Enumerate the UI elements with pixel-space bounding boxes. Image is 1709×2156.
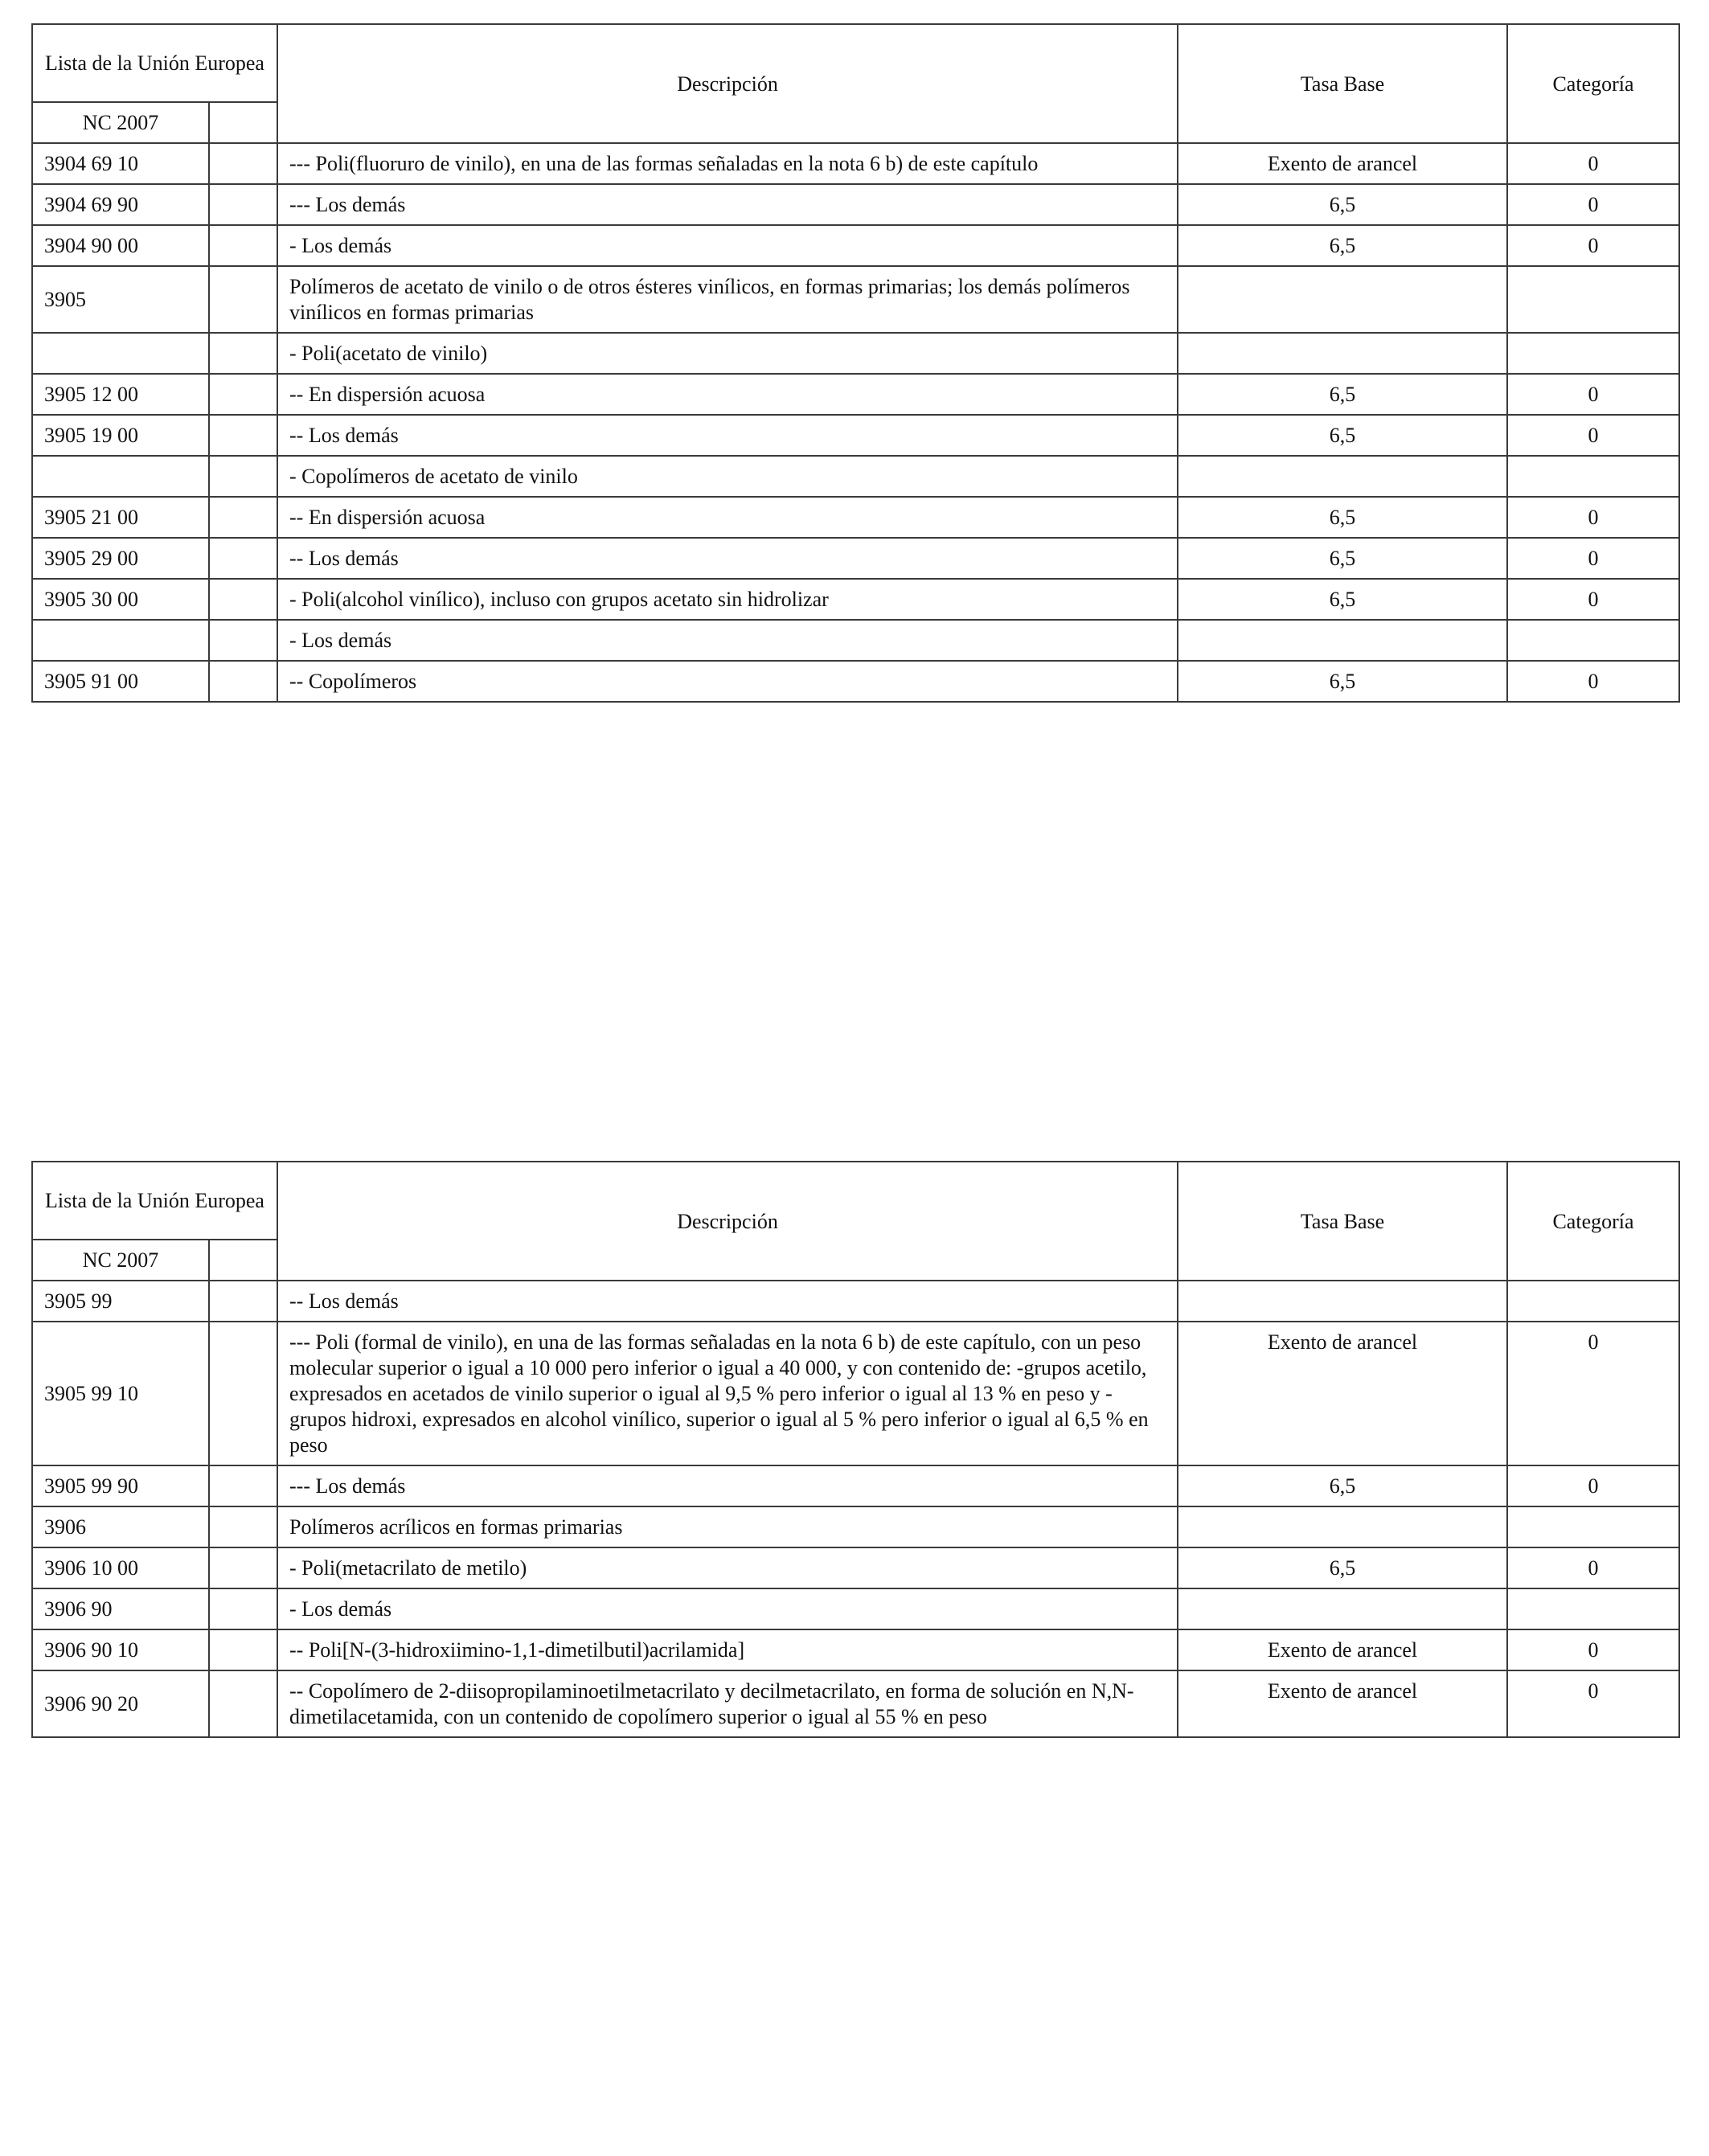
rate-cell: 6,5	[1178, 1465, 1507, 1506]
header-list-ue: Lista de la Unión Europea	[32, 24, 277, 102]
category-cell: 0	[1507, 1670, 1679, 1737]
description-cell: Polímeros de acetato de vinilo o de otros ésteres vinílicos, en formas primarias; los demás polímeros vinílicos en formas primarias	[277, 266, 1178, 333]
category-cell	[1507, 1588, 1679, 1629]
description-cell: --- Poli (formal de vinilo), en una de las formas señaladas en la nota 6 b) de este capítulo, con un peso molecular superior o igual a 10 000 pero inferior o igual a 40 000, y con contenido de: -grupos acetilo, expresados en acetados de vinilo superior o igual al 9,5 % pero inferior o igual al 13 % en peso y -grupos hidroxi, expresados en alcohol vinílico, superior o igual al 5 % pero inferior o igual al 6,5 % en peso	[277, 1322, 1178, 1465]
rate-cell: Exento de arancel	[1178, 143, 1507, 184]
description-cell: --- Los demás	[277, 184, 1178, 225]
blank-cell	[209, 1506, 277, 1547]
category-cell: 0	[1507, 1465, 1679, 1506]
blank-cell	[209, 1322, 277, 1465]
table-row	[32, 1588, 1679, 1629]
code-cell: 3906 90	[32, 1588, 209, 1629]
category-cell: 0	[1507, 143, 1679, 184]
header-tasa-base: Tasa Base	[1178, 24, 1507, 143]
code-cell: 3906 90 10	[32, 1629, 209, 1670]
table-row	[32, 1547, 1679, 1588]
blank-cell	[209, 1588, 277, 1629]
blank-cell	[209, 1281, 277, 1322]
blank-cell	[209, 1465, 277, 1506]
category-cell: 0	[1507, 415, 1679, 456]
header-row	[32, 24, 1679, 102]
rate-cell	[1178, 456, 1507, 497]
table-row	[32, 1322, 1679, 1465]
rate-cell: 6,5	[1178, 661, 1507, 702]
rate-cell	[1178, 1506, 1507, 1547]
table-row	[32, 497, 1679, 538]
rate-cell: 6,5	[1178, 579, 1507, 620]
category-cell: 0	[1507, 579, 1679, 620]
blank-cell	[209, 266, 277, 333]
description-cell: Polímeros acrílicos en formas primarias	[277, 1506, 1178, 1547]
blank-cell	[209, 1629, 277, 1670]
table-row	[32, 333, 1679, 374]
category-cell	[1507, 333, 1679, 374]
tariff-table-1	[31, 23, 1680, 703]
rate-cell	[1178, 620, 1507, 661]
code-cell: 3904 69 90	[32, 184, 209, 225]
category-cell: 0	[1507, 538, 1679, 579]
description-cell: -- En dispersión acuosa	[277, 497, 1178, 538]
rate-cell	[1178, 333, 1507, 374]
header-row	[32, 1162, 1679, 1240]
description-cell: - Los demás	[277, 1588, 1178, 1629]
code-cell	[32, 456, 209, 497]
category-cell	[1507, 1506, 1679, 1547]
table-row	[32, 661, 1679, 702]
category-cell	[1507, 266, 1679, 333]
header-nc-2007: NC 2007	[32, 102, 209, 143]
blank-cell	[209, 415, 277, 456]
rate-cell	[1178, 1281, 1507, 1322]
blank-cell	[209, 497, 277, 538]
header-blank-cell	[209, 1240, 277, 1281]
table-row	[32, 538, 1679, 579]
description-cell: -- En dispersión acuosa	[277, 374, 1178, 415]
header-categoria: Categoría	[1507, 24, 1679, 143]
rate-cell: 6,5	[1178, 415, 1507, 456]
rate-cell: 6,5	[1178, 184, 1507, 225]
header-blank-cell	[209, 102, 277, 143]
blank-cell	[209, 184, 277, 225]
table-row	[32, 225, 1679, 266]
blank-cell	[209, 374, 277, 415]
category-cell	[1507, 456, 1679, 497]
table-row	[32, 1281, 1679, 1322]
code-cell: 3906 10 00	[32, 1547, 209, 1588]
rate-cell: 6,5	[1178, 538, 1507, 579]
description-cell: -- Los demás	[277, 1281, 1178, 1322]
blank-cell	[209, 538, 277, 579]
description-cell: -- Los demás	[277, 538, 1178, 579]
blank-cell	[209, 620, 277, 661]
code-cell: 3905 21 00	[32, 497, 209, 538]
table-row	[32, 456, 1679, 497]
header-tasa-base: Tasa Base	[1178, 1162, 1507, 1281]
rate-cell	[1178, 266, 1507, 333]
table-row	[32, 374, 1679, 415]
rate-cell: 6,5	[1178, 497, 1507, 538]
code-cell: 3905 29 00	[32, 538, 209, 579]
table-row	[32, 1506, 1679, 1547]
table-row	[32, 184, 1679, 225]
rate-cell: Exento de arancel	[1178, 1629, 1507, 1670]
rate-cell: 6,5	[1178, 1547, 1507, 1588]
rate-cell: 6,5	[1178, 374, 1507, 415]
rate-cell: Exento de arancel	[1178, 1670, 1507, 1737]
header-descripcion: Descripción	[277, 24, 1178, 143]
rate-cell: 6,5	[1178, 225, 1507, 266]
blank-cell	[209, 225, 277, 266]
header-categoria: Categoría	[1507, 1162, 1679, 1281]
table-row	[32, 579, 1679, 620]
description-cell: - Poli(metacrilato de metilo)	[277, 1547, 1178, 1588]
category-cell	[1507, 620, 1679, 661]
blank-cell	[209, 143, 277, 184]
blank-cell	[209, 1547, 277, 1588]
blank-cell	[209, 1670, 277, 1737]
category-cell: 0	[1507, 1547, 1679, 1588]
header-list-ue: Lista de la Unión Europea	[32, 1162, 277, 1240]
blank-cell	[209, 333, 277, 374]
category-cell: 0	[1507, 497, 1679, 538]
description-cell: -- Los demás	[277, 415, 1178, 456]
table-row	[32, 1670, 1679, 1737]
table-row	[32, 1465, 1679, 1506]
description-cell: -- Poli[N-(3-hidroxiimino-1,1-dimetilbutil)acrilamida]	[277, 1629, 1178, 1670]
description-cell: - Los demás	[277, 620, 1178, 661]
description-cell: - Poli(acetato de vinilo)	[277, 333, 1178, 374]
category-cell: 0	[1507, 1629, 1679, 1670]
code-cell: 3906 90 20	[32, 1670, 209, 1737]
category-cell: 0	[1507, 374, 1679, 415]
blank-cell	[209, 661, 277, 702]
description-cell: - Poli(alcohol vinílico), incluso con grupos acetato sin hidrolizar	[277, 579, 1178, 620]
code-cell: 3905 99 90	[32, 1465, 209, 1506]
description-cell: - Copolímeros de acetato de vinilo	[277, 456, 1178, 497]
table-row	[32, 415, 1679, 456]
code-cell: 3905 91 00	[32, 661, 209, 702]
description-cell: -- Copolímero de 2-diisopropilaminoetilmetacrilato y decilmetacrilato, en forma de solución en N,N-dimetilacetamida, con un contenido de copolímero superior o igual al 55 % en peso	[277, 1670, 1178, 1737]
code-cell: 3905	[32, 266, 209, 333]
code-cell: 3905 99	[32, 1281, 209, 1322]
code-cell: 3904 90 00	[32, 225, 209, 266]
category-cell: 0	[1507, 225, 1679, 266]
code-cell: 3905 19 00	[32, 415, 209, 456]
code-cell: 3904 69 10	[32, 143, 209, 184]
description-cell: - Los demás	[277, 225, 1178, 266]
header-descripcion: Descripción	[277, 1162, 1178, 1281]
category-cell: 0	[1507, 184, 1679, 225]
category-cell: 0	[1507, 661, 1679, 702]
code-cell: 3905 30 00	[32, 579, 209, 620]
code-cell: 3905 12 00	[32, 374, 209, 415]
table-row	[32, 266, 1679, 333]
table-row	[32, 1629, 1679, 1670]
code-cell: 3905 99 10	[32, 1322, 209, 1465]
table-row	[32, 143, 1679, 184]
description-cell: -- Copolímeros	[277, 661, 1178, 702]
header-nc-2007: NC 2007	[32, 1240, 209, 1281]
table-row	[32, 620, 1679, 661]
category-cell: 0	[1507, 1322, 1679, 1465]
rate-cell: Exento de arancel	[1178, 1322, 1507, 1465]
code-cell	[32, 620, 209, 661]
tariff-table-2	[31, 1161, 1680, 1738]
rate-cell	[1178, 1588, 1507, 1629]
description-cell: --- Los demás	[277, 1465, 1178, 1506]
code-cell	[32, 333, 209, 374]
description-cell: --- Poli(fluoruro de vinilo), en una de las formas señaladas en la nota 6 b) de este capítulo	[277, 143, 1178, 184]
blank-cell	[209, 456, 277, 497]
category-cell	[1507, 1281, 1679, 1322]
blank-cell	[209, 579, 277, 620]
code-cell: 3906	[32, 1506, 209, 1547]
